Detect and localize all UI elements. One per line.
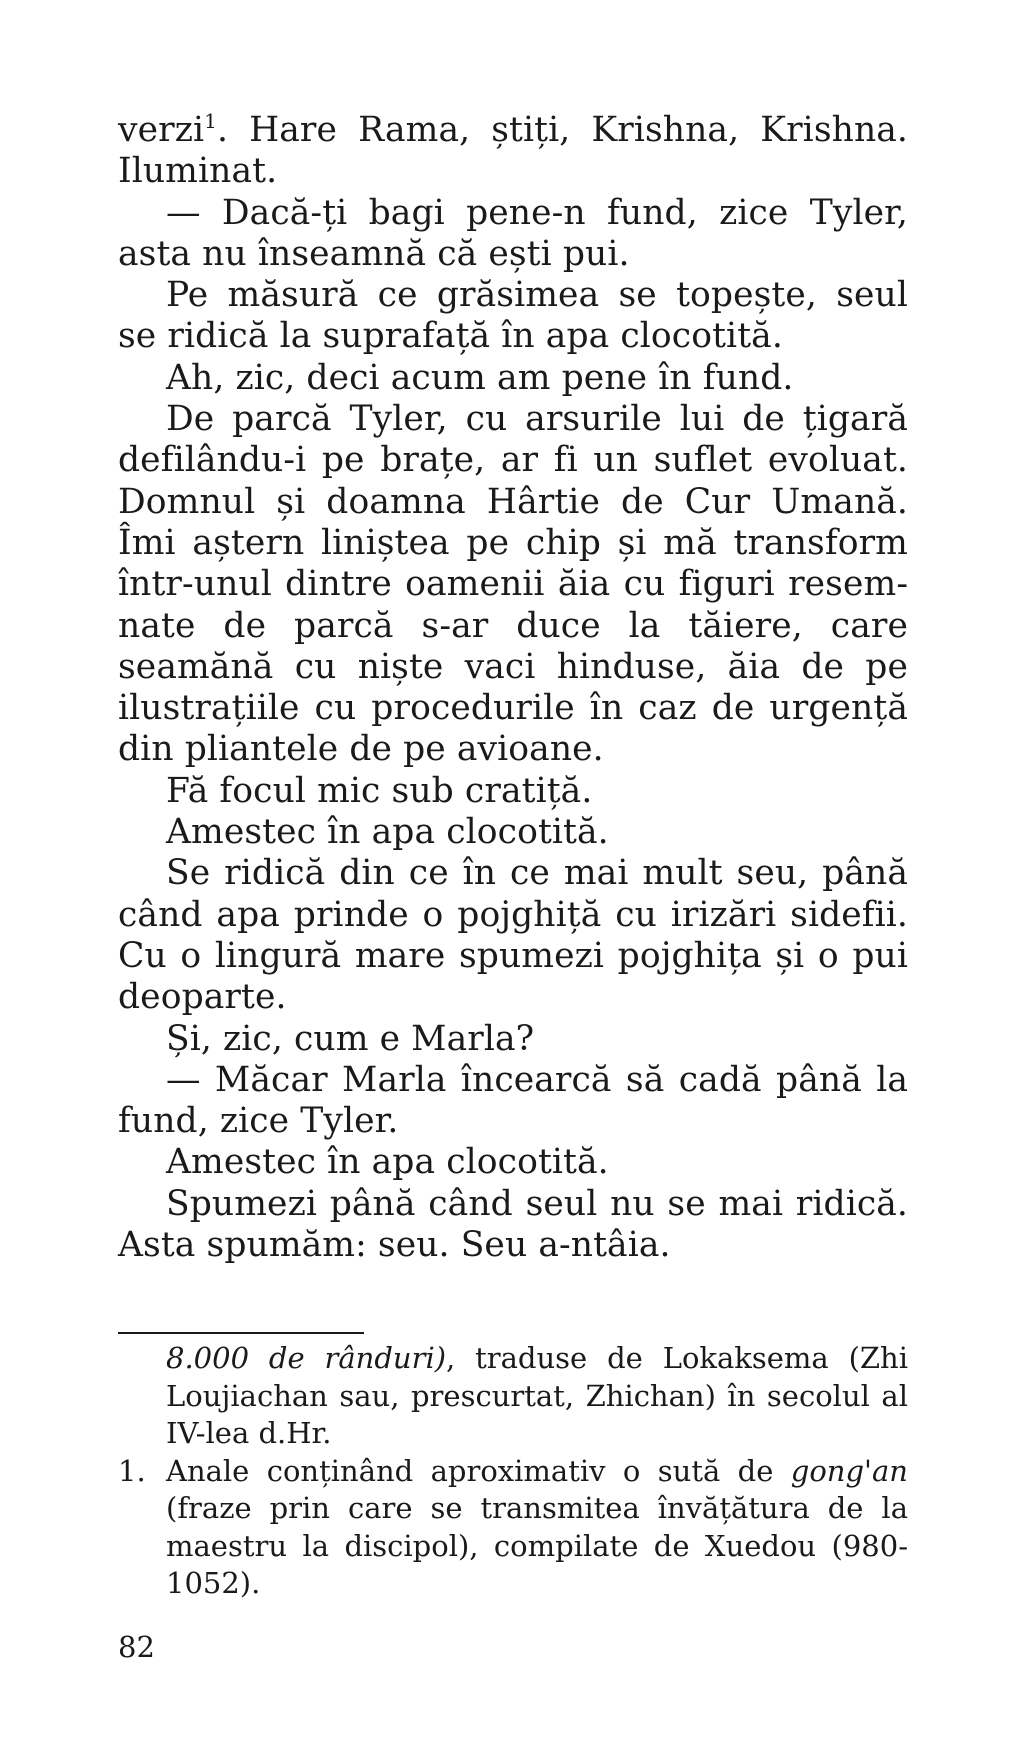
paragraph: Amestec în apa clocotită. <box>166 812 609 853</box>
footnote-reference[interactable]: 1 <box>204 108 217 133</box>
paragraph: De parcă Tyler, cu arsurile lui de țigară defilându-i pe brațe, ar fi un suflet evoluat. Domnul și doamna Hârtie de Cur Umană. Îmi aștern liniștea pe chip și mă transform într-unul dintre oamenii ăia cu figuri resemnate de parcă s-ar duce la tăiere, care seamănă cu niște vaci hinduse, ăia de pe ilustrațiile cu procedurile în caz de urgență din pliantele de pe avioane. <box>118 399 908 770</box>
paragraph: Ah, zic, deci acum am pene în fund. <box>166 357 794 398</box>
paragraph: Pe măsură ce grăsimea se topește, seul se ridică la suprafață în apa clocotită. <box>118 275 908 357</box>
paragraph: Se ridică din ce în ce mai mult seu, până când apa prinde o pojghiță cu irizări sidefii. Cu o lingură mare spumezi pojghița și o pui deoparte. <box>118 853 908 1018</box>
main-text <box>118 110 908 1266</box>
paragraph: Spumezi până când seul nu se mai ridică. Asta spumăm: seu. Seu a-ntâia. <box>118 1183 908 1266</box>
paragraph: Și, zic, cum e Marla? <box>166 1018 535 1059</box>
paragraph: — Măcar Marla încearcă să cadă până la fund, zice Tyler. <box>118 1059 908 1142</box>
footnote-number: 1. <box>118 1453 146 1488</box>
footnotes <box>118 1340 908 1603</box>
footnote-1 <box>118 1453 908 1603</box>
paragraph: — Dacă-ți bagi pene-n fund, zice Tyler, asta nu înseamnă că ești pui. <box>118 192 908 274</box>
footnote-text: Anale conținând aproximativ o sută de gong'an (fraze prin care se transmitea învățătura de la maestru la discipol), compilate de Xuedou (980-1052). <box>166 1453 908 1600</box>
footnote-divider <box>118 1332 364 1334</box>
paragraph: Fă focul mic sub cratiță. <box>166 770 593 811</box>
page-number: 82 <box>118 1630 155 1664</box>
footnote-continuation: 8.000 de rânduri), traduse de Lokaksema (Zhi Loujiachan sau, prescurtat, Zhichan) în secolul al IV-lea d.Hr. <box>166 1341 908 1450</box>
paragraph: verzi$^1$. Hare Rama, știți, Krishna, Krishna. Iluminat. <box>118 108 908 192</box>
paragraph: Amestec în apa clocotită. <box>166 1142 609 1183</box>
